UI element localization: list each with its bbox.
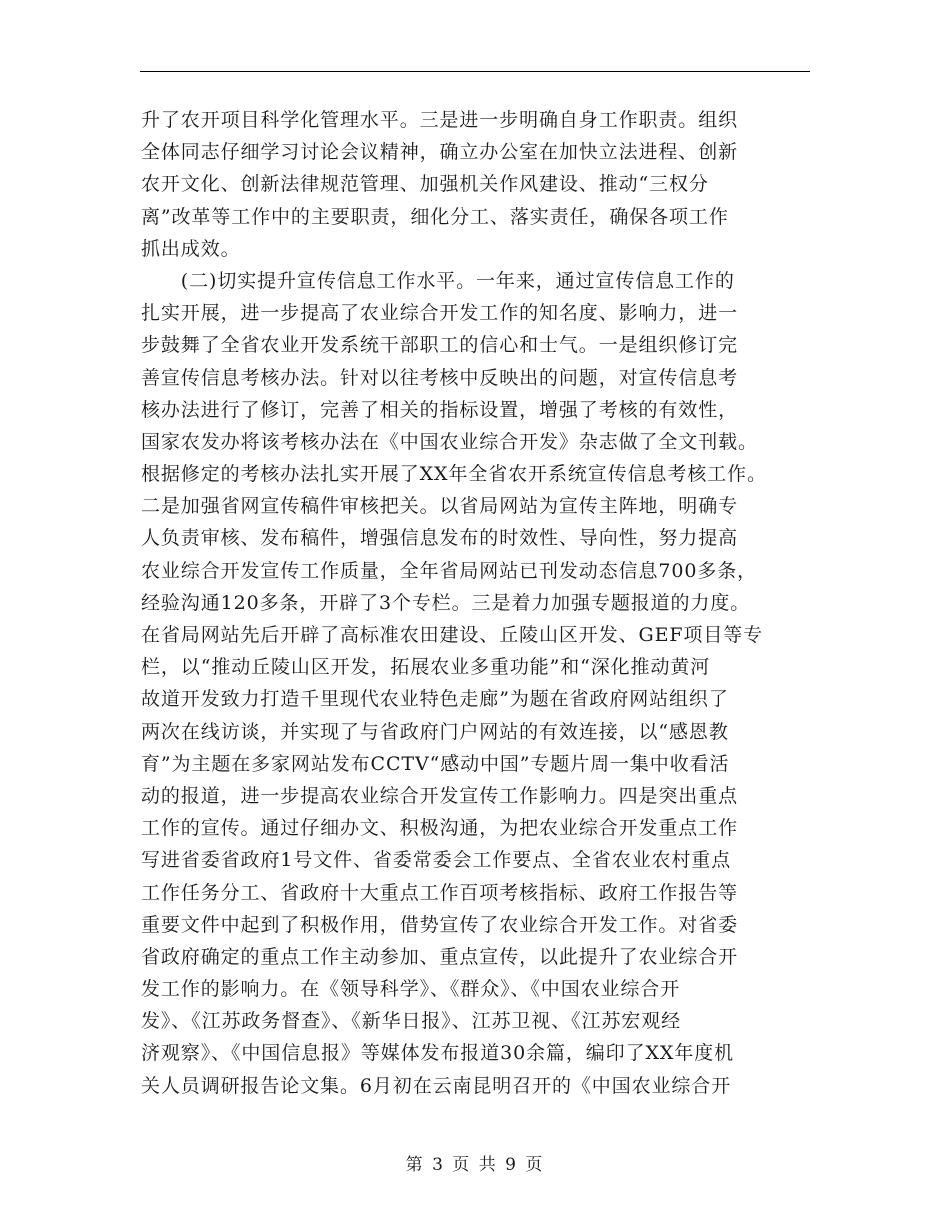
text-line: 农开文化、创新法律规范管理、加强机关作风建设、推动“三权分 [141,173,709,196]
text-line: 国家农发办将该考核办法在《中国农业综合开发》杂志做了全文刊载。 [141,430,758,453]
document-body [141,104,821,1102]
text-line: 两次在线访谈，并实现了与省政府门户网站的有效连接，以“感恩教 [141,720,729,743]
text-line: 在省局网站先后开辟了高标准农田建设、丘陵山区开发、GEF项目等专 [141,624,764,646]
text-line: 步鼓舞了全省农业开发系统干部职工的信心和士气。一是组织修订完 [141,334,739,357]
text-line: 发工作的影响力。在《领导科学》、《群众》、《中国农业综合开 [141,978,681,1001]
text-line: 育”为主题在多家网站发布CCTV“感动中国”专题片周一集中收看活 [141,752,730,775]
text-line: 善宣传信息考核办法。针对以往考核中反映出的问题，对宣传信息考 [141,366,739,389]
text-line: 核办法进行了修订，完善了相关的指标设置，增强了考核的有效性， [141,398,739,421]
text-line: 离”改革等工作中的主要职责，细化分工、落实责任，确保各项工作 [141,205,729,228]
text-line: 根据修定的考核办法扎实开展了XX年全省农开系统宣传信息考核工作。 [141,463,767,486]
text-line: 农业综合开发宣传工作质量，全年省局网站已刊发动态信息700多条， [141,559,758,582]
text-line: (二)切实提升宣传信息工作水平。一年来，通过宣传信息工作的 [141,269,735,292]
text-line: 工作任务分工、省政府十大重点工作百项考核指标、政府工作报告等 [141,881,739,904]
text-line: 动的报道，进一步提高农业综合开发宣传工作影响力。四是突出重点 [141,784,739,807]
text-line: 二是加强省网宣传稿件审核把关。以省局网站为宣传主阵地，明确专 [141,495,739,518]
text-line: 关人员调研报告论文集。6月初在云南昆明召开的《中国农业综合开 [141,1074,732,1097]
text-line: 升了农开项目科学化管理水平。三是进一步明确自身工作职责。组织 [141,109,739,131]
text-line: 全体同志仔细学习讨论会议精神，确立办公室在加快立法进程、创新 [141,141,739,164]
text-line: 工作的宣传。通过仔细办文、积极沟通，为把农业综合开发重点工作 [141,817,739,840]
text-line: 故道开发致力打造千里现代农业特色走廊”为题在省政府网站组织了 [141,688,729,711]
text-line: 济观察》、《中国信息报》等媒体发布报道30余篇，编印了XX年度机 [141,1042,735,1065]
text-line: 人负责审核、发布稿件，增强信息发布的时效性、导向性，努力提高 [141,527,739,550]
header-rule [140,71,810,72]
text-line: 抓出成效。 [141,237,241,260]
text-line: 扎实开展，进一步提高了农业综合开发工作的知名度、影响力，进一 [141,302,739,325]
text-line: 省政府确定的重点工作主动参加、重点宣传，以此提升了农业综合开 [141,945,739,968]
text-line: 栏，以“推动丘陵山区开发，拓展农业多重功能”和“深化推动黄河 [141,656,711,679]
page-footer: 第 3 页 共 9 页 [405,1155,545,1175]
text-line: 经验沟通120多条，开辟了3个专栏。三是着力加强专题报道的力度。 [141,591,751,614]
text-line: 重要文件中起到了积极作用，借势宣传了农业综合开发工作。对省委 [141,913,739,936]
text-line: 写进省委省政府1号文件、省委常委会工作要点、全省农业农村重点 [141,849,732,872]
text-line: 发》、《江苏政务督查》、《新华日报》、江苏卫视、《江苏宏观经 [141,1010,682,1033]
